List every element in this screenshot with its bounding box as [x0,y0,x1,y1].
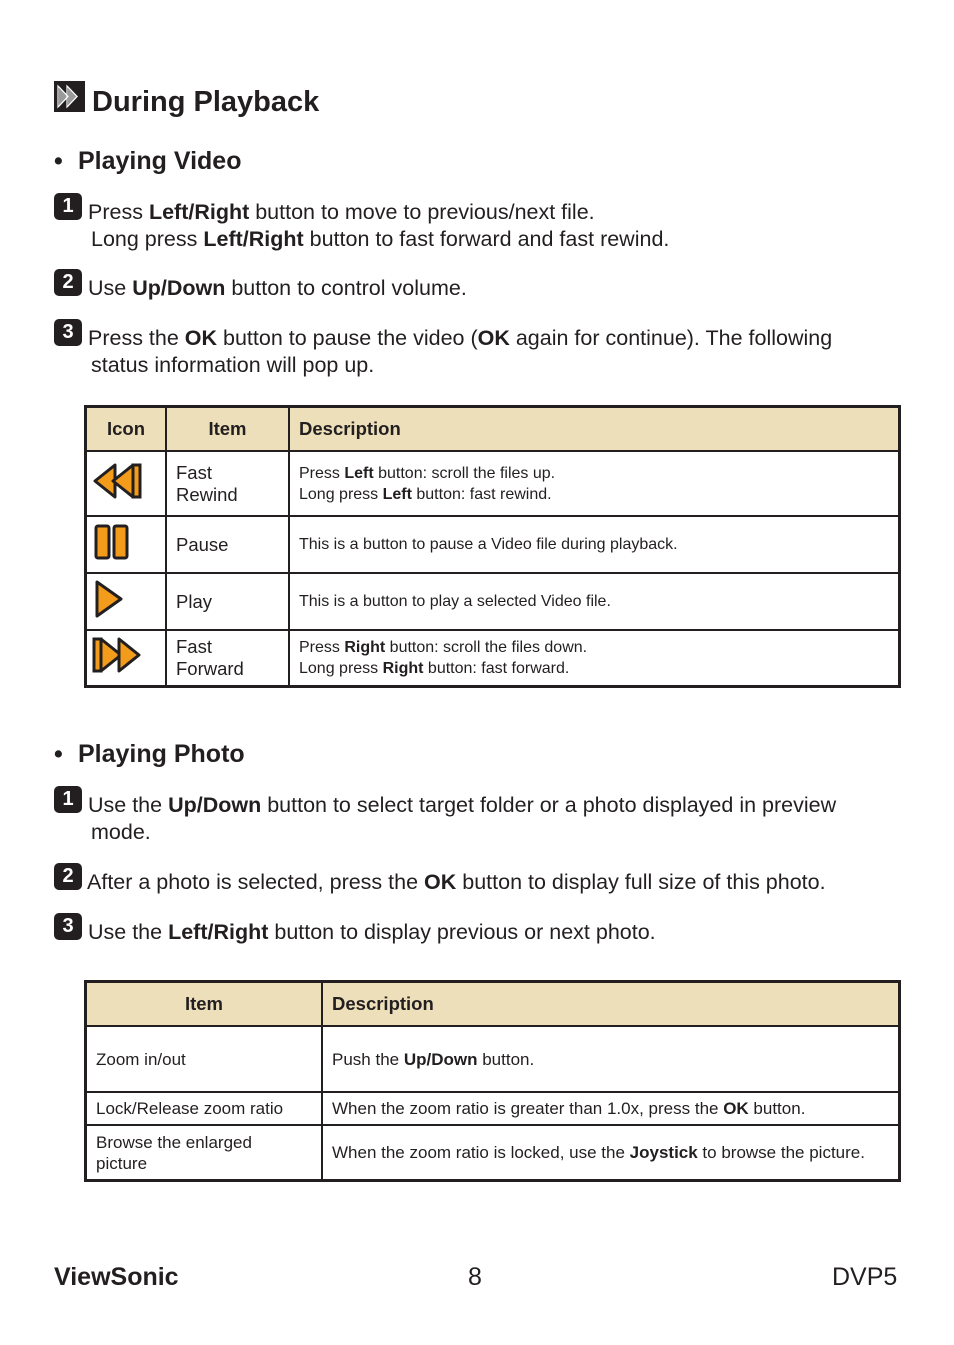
fast-rewind-icon [86,451,167,516]
column-header: Description [289,407,900,452]
section-title: Playing Video [78,147,242,175]
description-cell: This is a button to pause a Video file during playback. [289,516,900,573]
item-cell: Pause [166,516,289,573]
description-cell: When the zoom ratio is locked, use the Joystick to browse the picture. [322,1125,900,1181]
column-header: Item [86,982,323,1027]
item-cell: Fast Rewind [166,451,289,516]
step-text: Use Up/Down button to control volume. [88,276,467,300]
footer-model: DVP5 [832,1263,898,1291]
item-cell: Lock/Release zoom ratio [86,1092,323,1125]
play-icon [86,573,167,630]
item-cell: Zoom in/out [86,1026,323,1092]
step-number-badge: 3 [54,913,82,940]
step-number-badge: 2 [54,269,82,296]
column-header: Item [166,407,289,452]
table-row [86,451,900,516]
section-heading-photo: • Playing Photo [54,740,245,768]
fast-forward-icon [86,630,167,687]
description-cell: Press Right button: scroll the files down. Long press Right button: fast forward. [289,630,900,687]
item-cell: Fast Forward [166,630,289,687]
pause-icon [86,516,167,573]
item-cell: Play [166,573,289,630]
footer-brand: ViewSonic [54,1263,179,1291]
table-row [86,630,900,687]
step-text: After a photo is selected, press the OK button to display full size of this photo. [87,870,826,894]
item-cell: Browse the enlarged picture [86,1125,323,1181]
table-row [86,1092,900,1125]
step-number-badge: 1 [54,193,82,220]
step-text: Press Left/Right button to move to previous/next file. Long press Left/Right button to fast forward and fast rewind. [88,200,670,251]
section-title: Playing Photo [78,740,245,768]
page-number: 8 [468,1263,482,1291]
column-header: Icon [86,407,167,452]
page-title: During Playback [92,86,320,118]
description-cell: Press Left button: scroll the files up. Long press Left button: fast rewind. [289,451,900,516]
step-number-badge: 1 [54,786,82,813]
photo-controls-table [84,980,901,1182]
step-text: Use the Left/Right button to display previous or next photo. [88,920,656,944]
table-row [86,1026,900,1092]
column-header: Description [322,982,900,1027]
table-row [86,573,900,630]
table-row [86,516,900,573]
section-heading-video: • Playing Video [54,147,242,175]
step-text: Press the OK button to pause the video (OK again for continue). The following status information will pop up. [88,326,833,377]
table-row [86,1125,900,1181]
step-text: Use the Up/Down button to select target folder or a photo displayed in preview mode. [88,793,837,844]
step-number-badge: 2 [54,863,82,890]
description-cell: When the zoom ratio is greater than 1.0x, press the OK button. [322,1092,900,1125]
description-cell: This is a button to play a selected Video file. [289,573,900,630]
step-number-badge: 3 [54,319,82,346]
description-cell: Push the Up/Down button. [322,1026,900,1092]
video-status-table [84,405,901,688]
forward-arrows-icon [54,81,85,112]
